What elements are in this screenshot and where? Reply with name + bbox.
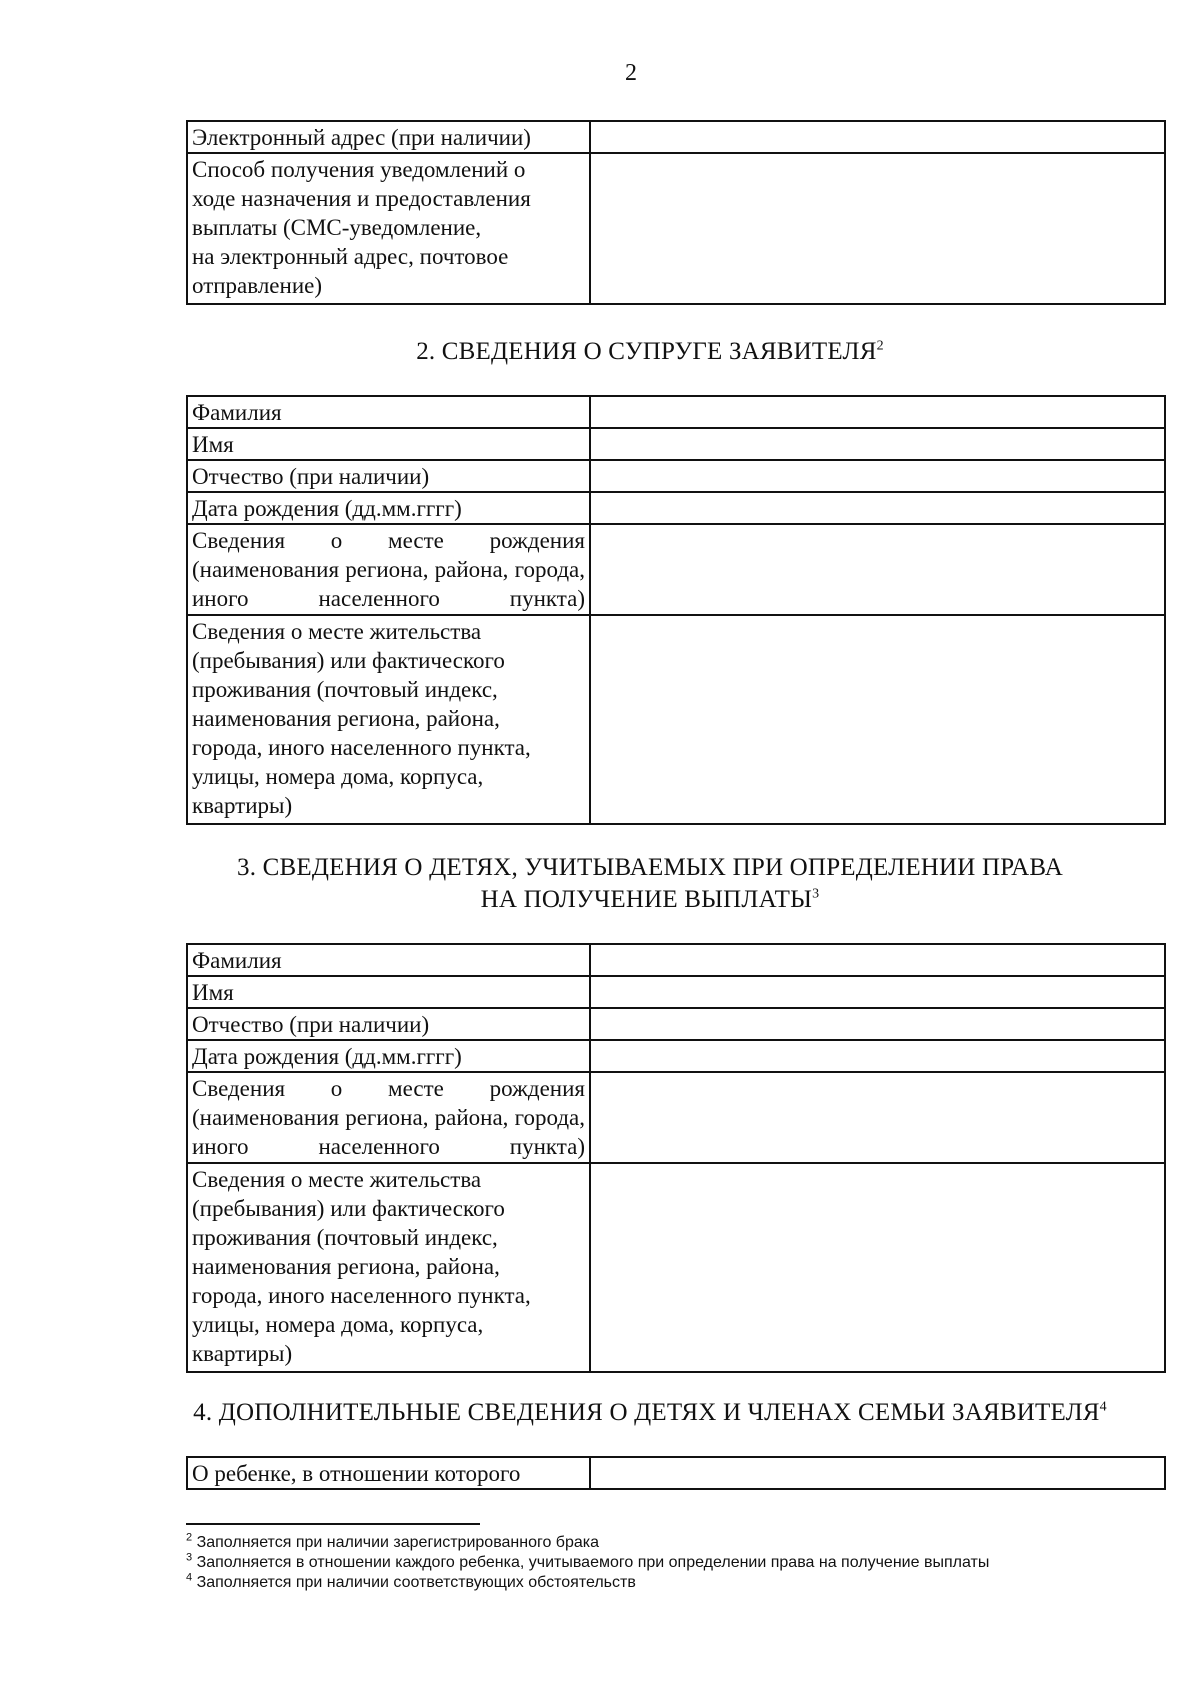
table-row [187,1163,1165,1372]
footnote-ref-3: 3 [812,886,820,902]
spouse-birth-place-field[interactable] [590,524,1165,615]
child-residence-field[interactable] [590,1163,1165,1372]
section-3-title-line-1: 3. СВЕДЕНИЯ О ДЕТЯХ, УЧИТЫВАЕМЫХ ПРИ ОПРЕДЕЛЕНИИ ПРАВА [237,854,1063,881]
table-row [187,153,1165,304]
section-3-title-line-2: НА ПОЛУЧЕНИЕ ВЫПЛАТЫ [480,886,813,913]
spouse-residence-field[interactable] [590,615,1165,824]
table-row [187,396,1165,428]
field-label-patronymic: Отчество (при наличии) [187,460,590,492]
table-row [187,615,1165,824]
table-row [187,492,1165,524]
section-4-title: 4. ДОПОЛНИТЕЛЬНЫЕ СВЕДЕНИЯ О ДЕТЯХ И ЧЛЕНАХ СЕМЬИ ЗАЯВИТЕЛЯ [193,1399,1100,1426]
footnote-divider [186,1523,480,1525]
table-row [187,944,1165,976]
child-surname-field[interactable] [590,944,1165,976]
table-row [187,1008,1165,1040]
table-row [187,121,1165,153]
spouse-name-field[interactable] [590,428,1165,460]
field-label-birth-date: Дата рождения (дд.мм.гггг) [187,1040,590,1072]
child-patronymic-field[interactable] [590,1008,1165,1040]
child-birth-place-field[interactable] [590,1072,1165,1163]
section-4-heading [150,1397,1150,1429]
field-label-name: Имя [187,428,590,460]
field-label-name: Имя [187,976,590,1008]
field-label-residence: Сведения о месте жительства (пребывания) или фактического проживания (почтовый индекс, наименования региона, района, города, иного населенного пункта, улицы, номера дома, корпуса, квартиры) [187,615,590,824]
footnote-4: $^4$ Заполняется при наличии соответствующих обстоятельств [186,1571,636,1591]
contacts-table [186,120,1166,305]
field-label-email: Электронный адрес (при наличии) [187,121,590,153]
email-field[interactable] [590,121,1165,153]
spouse-birth-date-field[interactable] [590,492,1165,524]
field-label-residence: Сведения о месте жительства (пребывания) или фактического проживания (почтовый индекс, наименования региона, района, города, иного населенного пункта, улицы, номера дома, корпуса, квартиры) [187,1163,590,1372]
field-label-child-regarding: О ребенке, в отношении которого [187,1457,590,1489]
notification-method-field[interactable] [590,153,1165,304]
field-label-notification-method: Способ получения уведомлений о ходе назначения и предоставления выплаты (СМС-уведомление, на электронный адрес, почтовое отправление) [187,153,590,304]
spouse-table [186,395,1166,825]
child-name-field[interactable] [590,976,1165,1008]
additional-info-table [186,1456,1166,1490]
table-row [187,976,1165,1008]
field-label-patronymic: Отчество (при наличии) [187,1008,590,1040]
table-row [187,1072,1165,1163]
footnote-ref-2: 2 [876,338,884,354]
footnotes [186,1533,989,1593]
field-label-surname: Фамилия [187,944,590,976]
section-2-heading [150,336,1150,368]
footnote-ref-4: 4 [1099,1399,1107,1415]
spouse-patronymic-field[interactable] [590,460,1165,492]
table-row [187,460,1165,492]
children-table [186,943,1166,1373]
section-3-heading [150,852,1150,916]
spouse-surname-field[interactable] [590,396,1165,428]
field-label-surname: Фамилия [187,396,590,428]
table-row [187,524,1165,615]
page-number: 2 [625,60,637,86]
child-birth-date-field[interactable] [590,1040,1165,1072]
table-row [187,1457,1165,1489]
field-label-birth-date: Дата рождения (дд.мм.гггг) [187,492,590,524]
field-label-birth-place: Сведения о месте рождения (наименования региона, района, города, иного населенного пункта) [187,524,590,615]
section-2-title: 2. СВЕДЕНИЯ О СУПРУГЕ ЗАЯВИТЕЛЯ [416,338,877,365]
footnote-2: $^2$ Заполняется при наличии зарегистрированного брака [186,1531,600,1551]
child-regarding-field[interactable] [590,1457,1165,1489]
table-row [187,1040,1165,1072]
table-row [187,428,1165,460]
footnote-3: $^3$ Заполняется в отношении каждого ребенка, учитываемого при определении права на получение выплаты [186,1551,990,1571]
field-label-birth-place: Сведения о месте рождения (наименования региона, района, города, иного населенного пункта) [187,1072,590,1163]
